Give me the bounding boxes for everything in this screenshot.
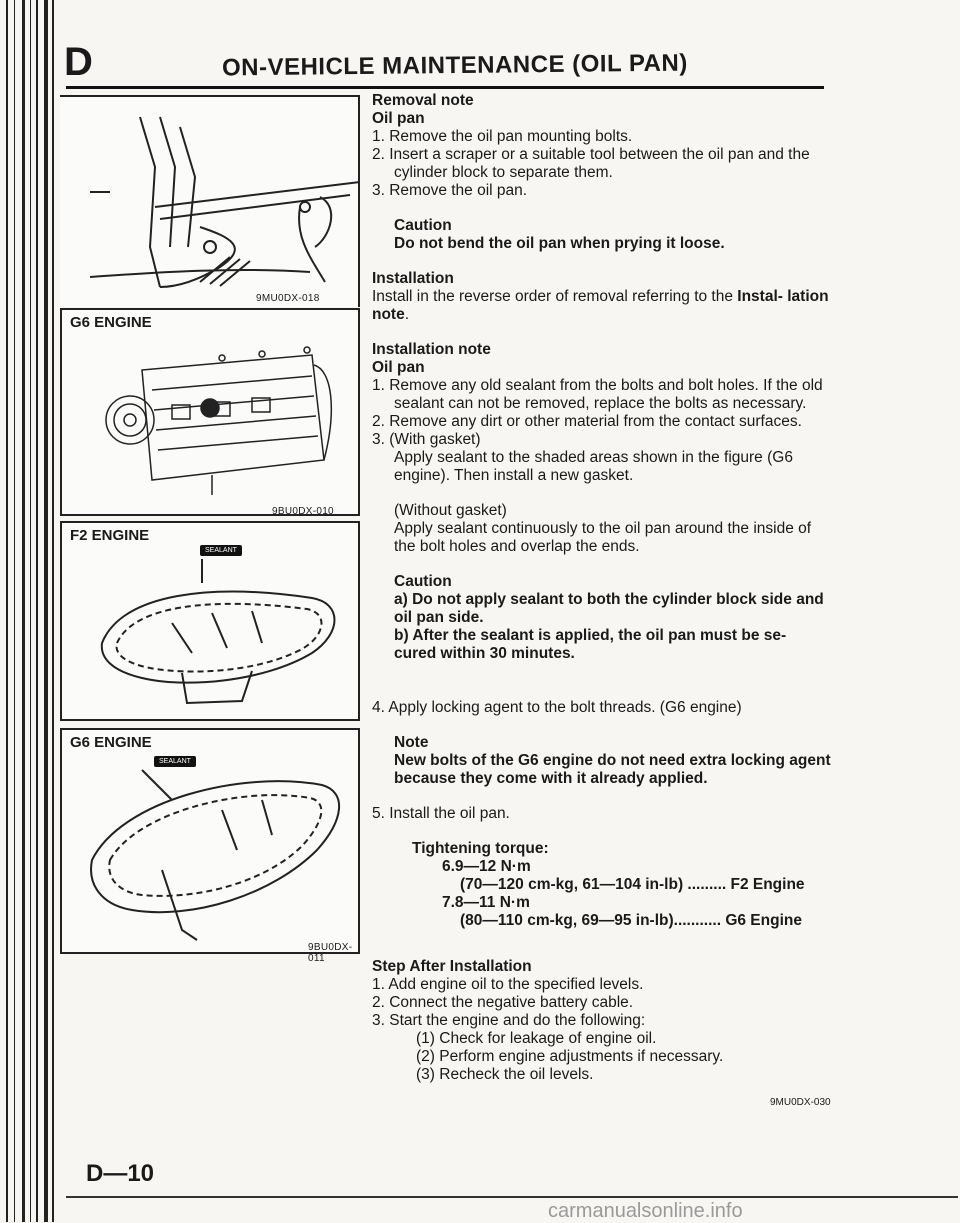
removal-step: 2. Insert a scraper or a suitable tool between the oil pan and the cylinder block to separate them.	[372, 146, 810, 181]
installation-step: 3. (With gasket)	[372, 431, 481, 448]
g6-oil-pan-illustration	[62, 730, 362, 956]
note-text: New bolts of the G6 engine do not need extra locking agent because they come with it already applied.	[394, 752, 831, 787]
installation-step-5: 5. Install the oil pan.	[372, 805, 510, 822]
figure-code: 9MU0DX-018	[256, 293, 320, 304]
installation-step-4: 4. Apply locking agent to the bolt threads. (G6 engine)	[372, 699, 742, 716]
removal-subheading: Oil pan	[372, 110, 425, 127]
text-column	[372, 92, 832, 1084]
removal-step: 1. Remove the oil pan mounting bolts.	[372, 128, 633, 145]
step-after-heading: Step After Installation	[372, 958, 532, 975]
step-after-item: 1. Add engine oil to the specified levels.	[372, 976, 644, 993]
prying-illustration	[60, 97, 360, 309]
section-letter: D	[64, 40, 93, 84]
torque-spec-f2: 6.9—12 N·m (70—120 cm-kg, 61—104 in-lb) ......... F2 Engine	[442, 858, 805, 893]
installation-heading: Installation	[372, 270, 454, 287]
figure-g6-oil-pan	[60, 728, 360, 964]
document-code: 9MU0DX-030	[770, 1097, 831, 1108]
header-rule	[66, 86, 824, 89]
installation-step: 2. Remove any dirt or other material from the contact surfaces.	[372, 413, 802, 430]
installation-caution-a: a) Do not apply sealant to both the cylinder block side and oil pan side.	[394, 591, 824, 626]
binding-edge	[0, 0, 60, 1222]
page-number: D—10	[86, 1160, 155, 1187]
without-gasket-heading: (Without gasket)	[394, 502, 507, 519]
figure-f2-oil-pan	[60, 521, 360, 721]
installation-note-heading: Installation note	[372, 341, 491, 358]
footer-rule	[66, 1196, 958, 1198]
figure-oil-pan-prying	[60, 95, 360, 307]
figure-code: 9BU0DX-010	[272, 506, 334, 517]
figure-label: F2 ENGINE	[70, 527, 150, 544]
step-after-item: 3. Start the engine and do the following:	[372, 1012, 646, 1029]
f2-oil-pan-illustration	[62, 523, 362, 723]
step-after-subitem: (2) Perform engine adjustments if necessary.	[416, 1048, 724, 1065]
installation-text: Install in the reverse order of removal referring to the Instal- lation note.	[372, 288, 829, 323]
engine-block-illustration	[62, 310, 362, 518]
step-after-item: 2. Connect the negative battery cable.	[372, 994, 634, 1011]
installation-caution-b: b) After the sealant is applied, the oil pan must be se- cured within 30 minutes.	[394, 627, 787, 662]
step-after-subitem: (1) Check for leakage of engine oil.	[416, 1030, 657, 1047]
removal-step: 3. Remove the oil pan.	[372, 182, 528, 199]
installation-caution-heading: Caution	[394, 573, 452, 590]
watermark[interactable]: carmanualsonline.info	[548, 1200, 743, 1222]
installation-note-subheading: Oil pan	[372, 359, 425, 376]
step-after-subitem: (3) Recheck the oil levels.	[416, 1066, 594, 1083]
figure-code: 9BU0DX-011	[308, 942, 353, 964]
torque-heading: Tightening torque:	[412, 840, 549, 857]
sealant-badge: SEALANT	[200, 545, 242, 556]
removal-caution-heading: Caution	[394, 217, 452, 234]
torque-spec-g6: 7.8—11 N·m (80—110 cm-kg, 69—95 in-lb)........... G6 Engine	[442, 894, 802, 929]
figure-g6-engine-block	[60, 308, 360, 516]
figure-label: G6 ENGINE	[70, 734, 152, 751]
figure-label: G6 ENGINE	[70, 314, 152, 331]
without-gasket-text: Apply sealant continuously to the oil pan around the inside of the bolt holes and overlap the ends.	[394, 520, 812, 555]
removal-heading: Removal note	[372, 92, 474, 109]
page-title: ON-VEHICLE MAINTENANCE (OIL PAN)	[221, 49, 688, 82]
installation-step: 1. Remove any old sealant from the bolts and bolt holes. If the old sealant can not be removed, replace the bolts as necessary.	[372, 377, 823, 412]
sealant-badge: SEALANT	[154, 756, 196, 767]
note-heading: Note	[394, 734, 429, 751]
removal-caution-text: Do not bend the oil pan when prying it loose.	[394, 235, 725, 252]
with-gasket-text: Apply sealant to the shaded areas shown in the figure (G6 engine). Then install a new gasket.	[394, 449, 793, 484]
